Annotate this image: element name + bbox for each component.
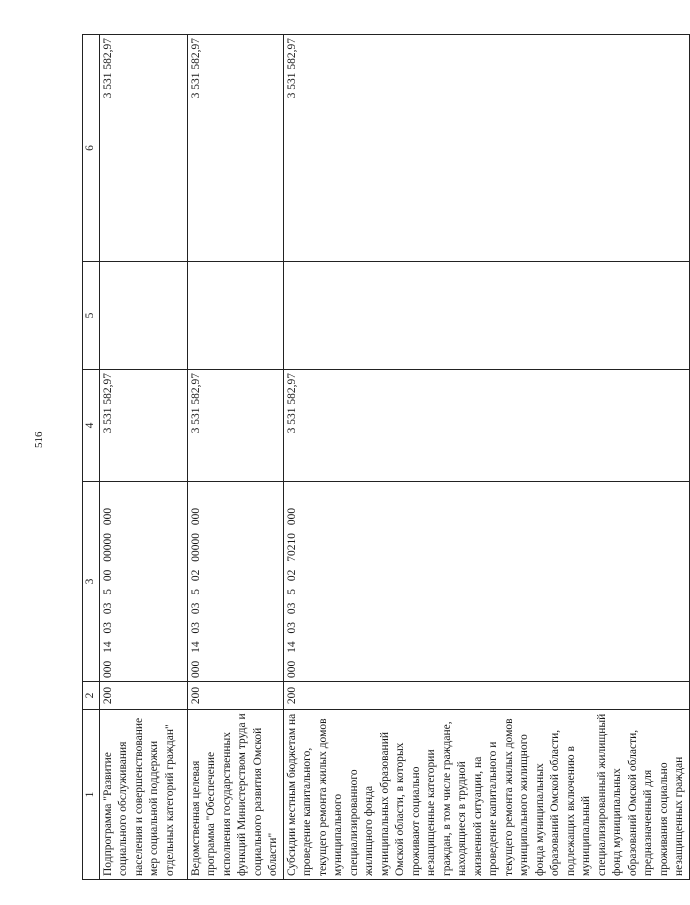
row-admin-code: 200 bbox=[283, 682, 689, 710]
row-amount-6: 3 531 582,97 bbox=[99, 35, 187, 262]
row-amount-5 bbox=[187, 262, 283, 370]
col-header-2: 2 bbox=[83, 682, 100, 710]
row-name: Подпрограмма "Развитие социального обслуживания населения и совершенствование мер социальной поддержки отдельных категорий граждан" bbox=[99, 710, 187, 880]
col-header-6: 6 bbox=[83, 35, 100, 262]
row-amount-5 bbox=[99, 262, 187, 370]
row-amount-4: 3 531 582,97 bbox=[99, 370, 187, 482]
col-header-1: 1 bbox=[83, 710, 100, 880]
table-row bbox=[283, 35, 689, 880]
page-number: 516 bbox=[33, 431, 45, 448]
row-name: Ведомственная целевая программа "Обеспечение исполнения государственных функций Министерством труда и социального развития Омской области" bbox=[187, 710, 283, 880]
header-row bbox=[83, 35, 100, 880]
row-admin-code: 200 bbox=[187, 682, 283, 710]
col-header-5: 5 bbox=[83, 262, 100, 370]
table-row bbox=[187, 35, 283, 880]
row-budget-code: 000 14 03 03 5 02 70210 000 bbox=[283, 482, 689, 682]
row-amount-6: 3 531 582,97 bbox=[187, 35, 283, 262]
table-row bbox=[99, 35, 187, 880]
col-header-3: 3 bbox=[83, 482, 100, 682]
row-amount-4: 3 531 582,97 bbox=[283, 370, 689, 482]
col-header-4: 4 bbox=[83, 370, 100, 482]
row-admin-code: 200 bbox=[99, 682, 187, 710]
row-amount-5 bbox=[283, 262, 689, 370]
rotated-page bbox=[82, 35, 685, 880]
budget-table bbox=[82, 34, 690, 880]
row-budget-code: 000 14 03 03 5 00 00000 000 bbox=[99, 482, 187, 682]
row-name: Субсидии местным бюджетам на проведение капитального, текущего ремонта жилых домов муниципального специализированного жилищного фонда муниципальных образований Омской области, в которых проживают социально незащищенные категории граждан, в том числе граждане, находящиеся в трудной жизненной ситуации, на проведение капитального и текущего ремонта жилых домов муниципального жилищного фонда муниципальных образований Омской области, подлежащих включению в муниципальный специализированный жилищный фонд муниципальных образований Омской области, предназначенный для проживания социально незащищенных граждан bbox=[283, 710, 689, 880]
row-budget-code: 000 14 03 03 5 02 00000 000 bbox=[187, 482, 283, 682]
row-amount-6: 3 531 582,97 bbox=[283, 35, 689, 262]
row-amount-4: 3 531 582,97 bbox=[187, 370, 283, 482]
